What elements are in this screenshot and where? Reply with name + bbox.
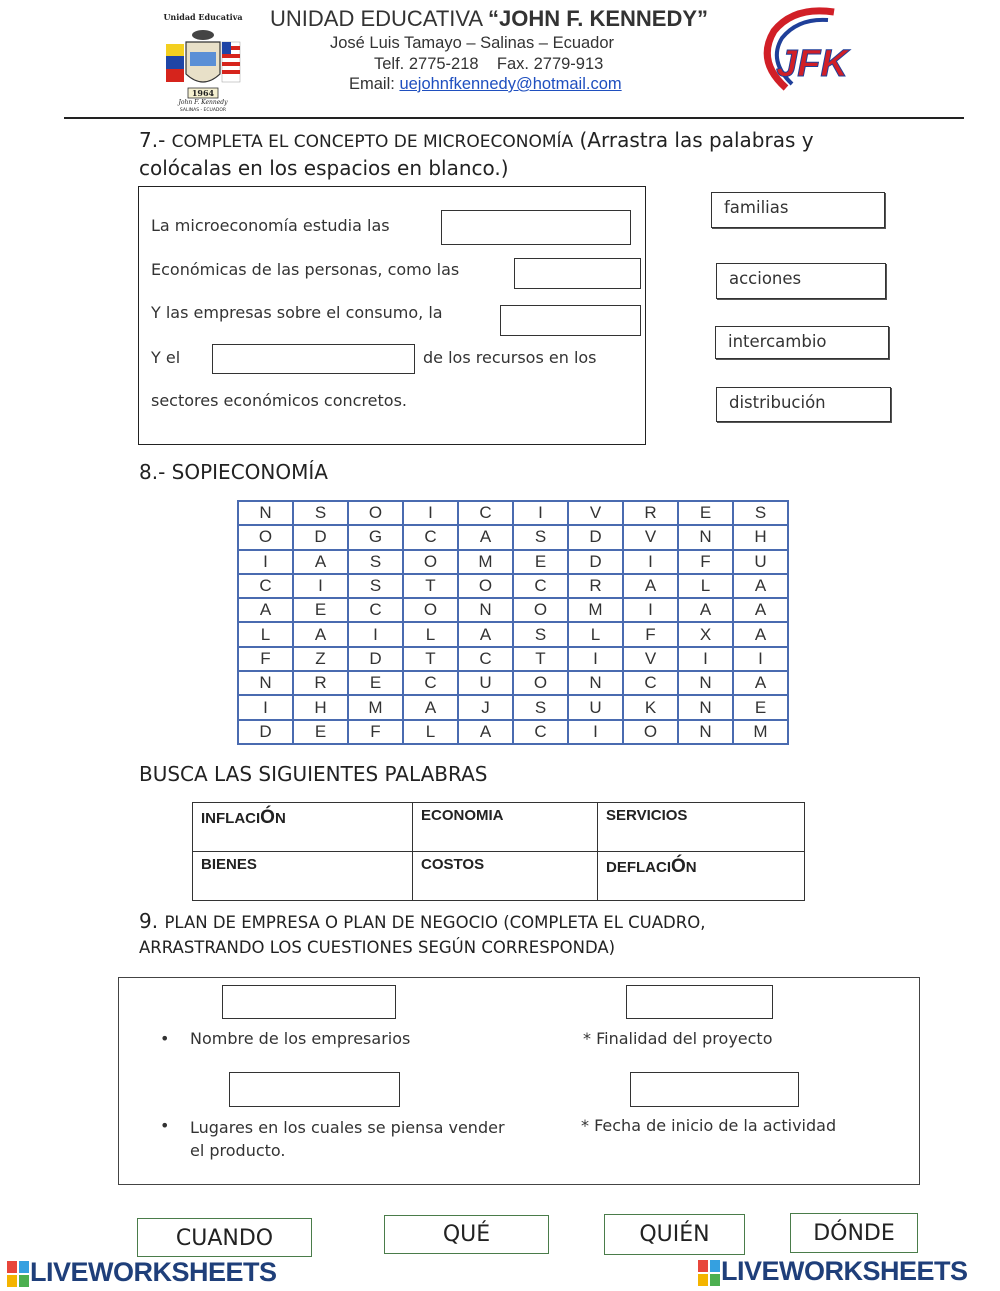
word-search-cell[interactable]: S bbox=[513, 622, 568, 646]
word-search-cell[interactable]: O bbox=[348, 501, 403, 525]
q7-title-rest: (Arrastra las palabras y bbox=[573, 128, 814, 152]
word-search-cell[interactable]: N bbox=[568, 671, 623, 695]
search-word-deflacion: DEFLACIÓN bbox=[598, 852, 805, 901]
word-search-cell[interactable]: I bbox=[568, 720, 623, 744]
q9-title-line1: PLAN DE EMPRESA O PLAN DE NEGOCIO (COMPLETA EL CUADRO, bbox=[164, 913, 706, 932]
word-search-cell[interactable]: C bbox=[403, 671, 458, 695]
search-word-economia: ECONOMIA bbox=[413, 803, 598, 852]
word-search-cell[interactable]: I bbox=[678, 647, 733, 671]
word-search-cell[interactable]: V bbox=[623, 525, 678, 549]
search-words-table bbox=[192, 802, 805, 901]
word-search-cell[interactable]: S bbox=[348, 574, 403, 598]
q9-title-line2: ARRASTRANDO LOS CUESTIONES SEGÚN CORRESPONDA) bbox=[139, 938, 616, 957]
q9-bullet-2: • bbox=[160, 1116, 170, 1135]
crest-top-text: Unidad Educativa bbox=[163, 12, 243, 22]
q9-title bbox=[139, 909, 959, 960]
word-search-cell[interactable]: D bbox=[238, 720, 293, 744]
liveworksheets-text: LIVEWORKSHEETS bbox=[721, 1256, 968, 1286]
school-email-line bbox=[349, 75, 622, 94]
search-word-inflacion: INFLACIÓN bbox=[193, 803, 413, 852]
word-search-cell[interactable]: N bbox=[678, 695, 733, 719]
word-search-cell[interactable]: E bbox=[293, 598, 348, 622]
word-search-cell[interactable]: C bbox=[513, 720, 568, 744]
word-search-cell[interactable]: C bbox=[513, 574, 568, 598]
word-search-cell[interactable]: C bbox=[458, 501, 513, 525]
q7-line3: Y las empresas sobre el consumo, la bbox=[151, 303, 443, 322]
word-search-cell[interactable]: D bbox=[568, 550, 623, 574]
word-search-cell[interactable]: O bbox=[513, 671, 568, 695]
school-title bbox=[270, 6, 708, 32]
word-search-cell[interactable]: F bbox=[678, 550, 733, 574]
word-search-cell[interactable]: S bbox=[513, 525, 568, 549]
q7-line4-start: Y el bbox=[151, 348, 181, 367]
word-search-cell[interactable]: A bbox=[458, 525, 513, 549]
word-search-cell[interactable]: S bbox=[293, 501, 348, 525]
word-search-cell[interactable]: I bbox=[238, 550, 293, 574]
q7-title bbox=[139, 127, 929, 181]
crest-bottom-text: SALINAS - ECUADOR bbox=[179, 108, 227, 112]
word-search-cell[interactable]: C bbox=[238, 574, 293, 598]
word-search-cell[interactable]: C bbox=[623, 671, 678, 695]
word-search-cell[interactable]: D bbox=[348, 647, 403, 671]
liveworksheets-brand-left bbox=[6, 1257, 277, 1288]
q7-line2: Económicas de las personas, como las bbox=[151, 260, 460, 279]
word-search-cell[interactable]: I bbox=[348, 622, 403, 646]
word-search-row bbox=[238, 574, 788, 598]
word-search-cell[interactable]: E bbox=[678, 501, 733, 525]
word-search-cell[interactable]: I bbox=[293, 574, 348, 598]
school-crest bbox=[160, 8, 246, 112]
q7-line1: La microeconomía estudia las bbox=[151, 216, 390, 235]
word-search-cell[interactable]: N bbox=[678, 671, 733, 695]
search-word-costos: COSTOS bbox=[413, 852, 598, 901]
word-search-row bbox=[238, 720, 788, 744]
word-search-row bbox=[238, 622, 788, 646]
word-search-cell[interactable]: I bbox=[623, 550, 678, 574]
q9-item-fecha: * Fecha de inicio de la actividad bbox=[581, 1116, 837, 1135]
word-search-cell[interactable]: G bbox=[348, 525, 403, 549]
q7-drop-blank-2[interactable] bbox=[514, 258, 641, 289]
option-que[interactable]: QUÉ bbox=[384, 1215, 549, 1254]
q9-drop-blank-4[interactable] bbox=[630, 1072, 799, 1107]
word-search-cell[interactable]: D bbox=[293, 525, 348, 549]
jfk-logo-text: JFK bbox=[776, 43, 848, 85]
q9-item-finalidad: * Finalidad del proyecto bbox=[583, 1029, 773, 1048]
word-search-cell[interactable]: M bbox=[568, 598, 623, 622]
word-search-cell[interactable]: A bbox=[733, 598, 788, 622]
word-search-cell[interactable]: T bbox=[403, 647, 458, 671]
q9-drop-blank-1[interactable] bbox=[222, 985, 396, 1019]
word-search-cell[interactable]: O bbox=[238, 525, 293, 549]
word-search-cell[interactable]: A bbox=[458, 622, 513, 646]
word-search-row bbox=[238, 525, 788, 549]
word-search-cell[interactable]: A bbox=[293, 622, 348, 646]
word-search-cell[interactable]: L bbox=[403, 622, 458, 646]
word-search-cell[interactable]: N bbox=[678, 525, 733, 549]
q7-word-intercambio[interactable]: intercambio bbox=[715, 326, 889, 359]
q7-drop-blank-3[interactable] bbox=[500, 305, 641, 336]
q9-number: 9. bbox=[139, 909, 165, 933]
word-search-cell[interactable]: D bbox=[568, 525, 623, 549]
word-search-cell[interactable]: A bbox=[403, 695, 458, 719]
word-search-cell[interactable]: V bbox=[568, 501, 623, 525]
word-search-cell[interactable]: I bbox=[623, 598, 678, 622]
word-search-cell[interactable]: I bbox=[238, 695, 293, 719]
word-search-row bbox=[238, 671, 788, 695]
q7-word-distribucion[interactable]: distribución bbox=[716, 387, 891, 422]
word-search-cell[interactable]: T bbox=[403, 574, 458, 598]
word-search-cell[interactable]: X bbox=[678, 622, 733, 646]
word-search-cell[interactable]: A bbox=[623, 574, 678, 598]
word-search-cell[interactable]: C bbox=[348, 598, 403, 622]
word-search-cell[interactable]: M bbox=[733, 720, 788, 744]
word-search-cell[interactable]: H bbox=[733, 525, 788, 549]
word-search-cell[interactable]: S bbox=[733, 501, 788, 525]
word-search-cell[interactable]: O bbox=[458, 574, 513, 598]
word-search-row bbox=[238, 695, 788, 719]
word-search-cell[interactable]: L bbox=[568, 622, 623, 646]
search-word-bienes: BIENES bbox=[193, 852, 413, 901]
liveworksheets-text: LIVEWORKSHEETS bbox=[30, 1257, 277, 1287]
search-words-title: BUSCA LAS SIGUIENTES PALABRAS bbox=[139, 762, 488, 786]
word-search-cell[interactable]: T bbox=[513, 647, 568, 671]
q7-word-acciones[interactable]: acciones bbox=[716, 263, 886, 299]
word-search-cell[interactable]: I bbox=[403, 501, 458, 525]
word-search-cell[interactable]: E bbox=[733, 695, 788, 719]
q8-title: 8.- SOPIECONOMÍA bbox=[139, 460, 328, 484]
word-search-cell[interactable]: E bbox=[513, 550, 568, 574]
q9-drop-blank-2[interactable] bbox=[626, 985, 773, 1019]
word-search-cell[interactable]: O bbox=[623, 720, 678, 744]
school-name: “JOHN F. KENNEDY” bbox=[488, 6, 709, 31]
option-quien[interactable]: QUIÉN bbox=[604, 1214, 745, 1255]
word-search-cell[interactable]: K bbox=[623, 695, 678, 719]
word-search-cell[interactable]: J bbox=[458, 695, 513, 719]
word-search-cell[interactable]: I bbox=[733, 647, 788, 671]
word-search-cell[interactable]: U bbox=[458, 671, 513, 695]
word-search-cell[interactable]: S bbox=[348, 550, 403, 574]
header-divider bbox=[64, 117, 964, 119]
word-search-cell[interactable]: N bbox=[678, 720, 733, 744]
school-prefix: UNIDAD EDUCATIVA bbox=[270, 6, 488, 31]
q7-number: 7.- bbox=[139, 128, 172, 152]
email-label: Email: bbox=[349, 75, 400, 93]
word-search-cell[interactable]: N bbox=[238, 671, 293, 695]
word-search-cell[interactable]: F bbox=[238, 647, 293, 671]
q7-word-familias[interactable]: familias bbox=[711, 192, 885, 228]
word-search-cell[interactable]: O bbox=[403, 598, 458, 622]
school-phones: Telf. 2775-218 Fax. 2779-913 bbox=[374, 55, 604, 73]
q9-bullet-1: • bbox=[160, 1029, 170, 1048]
word-search-cell[interactable]: A bbox=[293, 550, 348, 574]
word-search-row bbox=[238, 550, 788, 574]
word-search-cell[interactable]: V bbox=[623, 647, 678, 671]
word-search-row bbox=[238, 598, 788, 622]
crest-signature: John F. Kennedy bbox=[178, 99, 228, 106]
q9-drop-blank-3[interactable] bbox=[229, 1072, 400, 1107]
jfk-logo bbox=[756, 6, 866, 102]
word-search-cell[interactable]: I bbox=[568, 647, 623, 671]
word-search-cell[interactable]: E bbox=[293, 720, 348, 744]
word-search-cell[interactable]: F bbox=[348, 720, 403, 744]
crest-year: 1964 bbox=[191, 88, 215, 98]
word-search-row bbox=[238, 501, 788, 525]
word-search-cell[interactable]: E bbox=[348, 671, 403, 695]
school-location: José Luis Tamayo – Salinas – Ecuador bbox=[330, 34, 615, 52]
word-search-cell[interactable]: N bbox=[458, 598, 513, 622]
q7-drop-blank-4[interactable] bbox=[212, 344, 415, 374]
q9-item-lugares: Lugares en los cuales se piensa vender el producto. bbox=[190, 1118, 505, 1160]
q7-title-caps: COMPLETA EL CONCEPTO DE MICROECONOMÍA bbox=[171, 132, 574, 152]
word-search-cell[interactable]: C bbox=[403, 525, 458, 549]
word-search-cell[interactable]: A bbox=[733, 574, 788, 598]
word-search-cell[interactable]: R bbox=[623, 501, 678, 525]
word-search-cell[interactable]: H bbox=[293, 695, 348, 719]
word-search-cell[interactable]: I bbox=[513, 501, 568, 525]
word-search-cell[interactable]: A bbox=[238, 598, 293, 622]
word-search-cell[interactable]: C bbox=[458, 647, 513, 671]
word-search-cell[interactable]: A bbox=[458, 720, 513, 744]
word-search-cell[interactable]: M bbox=[458, 550, 513, 574]
word-search-row bbox=[238, 647, 788, 671]
word-search-cell[interactable]: L bbox=[238, 622, 293, 646]
q7-title-line2: colócalas en los espacios en blanco.) bbox=[139, 156, 509, 180]
liveworksheets-logo-icon bbox=[697, 1259, 721, 1287]
option-cuando[interactable]: CUANDO bbox=[137, 1218, 312, 1257]
email-link[interactable]: uejohnfkennedy@hotmail.com bbox=[399, 75, 622, 93]
word-search-cell[interactable]: U bbox=[568, 695, 623, 719]
liveworksheets-logo-icon bbox=[6, 1260, 30, 1288]
word-search-cell[interactable]: O bbox=[513, 598, 568, 622]
q7-drop-blank-1[interactable] bbox=[441, 210, 631, 245]
word-search-cell[interactable]: O bbox=[403, 550, 458, 574]
option-donde[interactable]: DÓNDE bbox=[790, 1213, 918, 1253]
q7-line4-end: de los recursos en los bbox=[423, 348, 597, 367]
word-search-cell[interactable]: U bbox=[733, 550, 788, 574]
word-search-cell[interactable]: Z bbox=[293, 647, 348, 671]
q7-line5: sectores económicos concretos. bbox=[151, 391, 408, 410]
word-search-cell[interactable]: L bbox=[403, 720, 458, 744]
word-search-cell[interactable]: A bbox=[678, 598, 733, 622]
word-search-cell[interactable]: S bbox=[513, 695, 568, 719]
word-search-cell[interactable]: A bbox=[733, 671, 788, 695]
word-search-cell[interactable]: L bbox=[678, 574, 733, 598]
liveworksheets-brand-right bbox=[697, 1256, 968, 1287]
q9-item-empresarios: Nombre de los empresarios bbox=[190, 1029, 411, 1048]
word-search-cell[interactable]: A bbox=[733, 622, 788, 646]
word-search-grid[interactable] bbox=[237, 500, 789, 745]
word-search-cell[interactable]: R bbox=[568, 574, 623, 598]
word-search-cell[interactable]: F bbox=[623, 622, 678, 646]
word-search-cell[interactable]: M bbox=[348, 695, 403, 719]
word-search-cell[interactable]: R bbox=[293, 671, 348, 695]
search-word-servicios: SERVICIOS bbox=[598, 803, 805, 852]
word-search-cell[interactable]: N bbox=[238, 501, 293, 525]
